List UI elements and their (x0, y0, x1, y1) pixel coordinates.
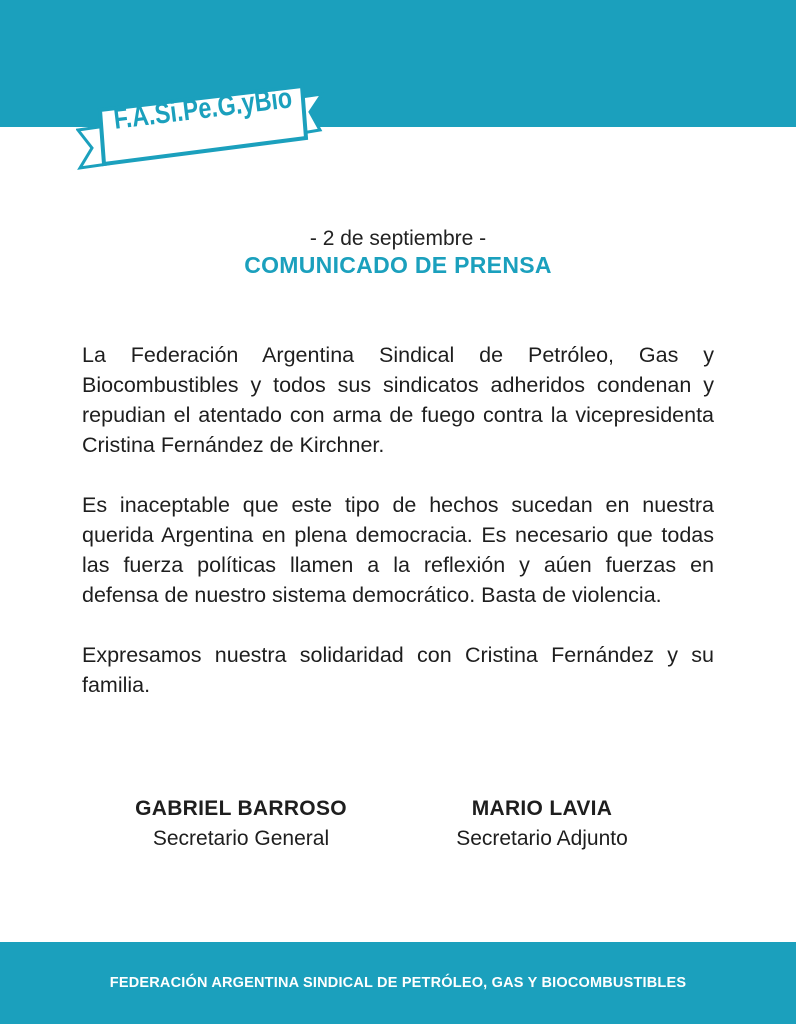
logo-text: F.A.Si.Pe.G.yBio (111, 82, 294, 136)
signature-block-adjunto (392, 797, 692, 851)
date-line: - 2 de septiembre - (309, 227, 487, 250)
federation-logo (76, 80, 324, 176)
signature-block-general (91, 797, 391, 851)
footer-band (0, 942, 796, 1024)
page-title: COMUNICADO DE PRENSA (244, 252, 552, 278)
paragraph-democracy: Es inaceptable que este tipo de hechos sucedan en nuestra querida Argentina en plena democracia. Es necesario que todas las fuerza políticas llamen a la reflexión y aúen fuerzas en defensa de nuestro sistema democrático. Basta de violencia. (82, 493, 714, 607)
signatory-name: GABRIEL BARROSO (135, 797, 347, 820)
statement-body (82, 340, 714, 730)
paragraph-condemnation: La Federación Argentina Sindical de Petróleo, Gas y Biocombustibles y todos sus sindicatos adheridos condenan y repudian el atentado con arma de fuego contra la vicepresidenta Cristina Fernández de Kirchner. (82, 343, 714, 457)
signatory-name: MARIO LAVIA (471, 797, 613, 820)
signatory-role: Secretario Adjunto (456, 827, 628, 850)
footer-text: FEDERACIÓN ARGENTINA SINDICAL DE PETRÓLEO, GAS Y BIOCOMBUSTIBLES (109, 975, 687, 991)
paragraph-solidarity: Expresamos nuestra solidaridad con Cristina Fernández y su familia. (82, 643, 714, 697)
signatory-role: Secretario General (152, 827, 330, 850)
